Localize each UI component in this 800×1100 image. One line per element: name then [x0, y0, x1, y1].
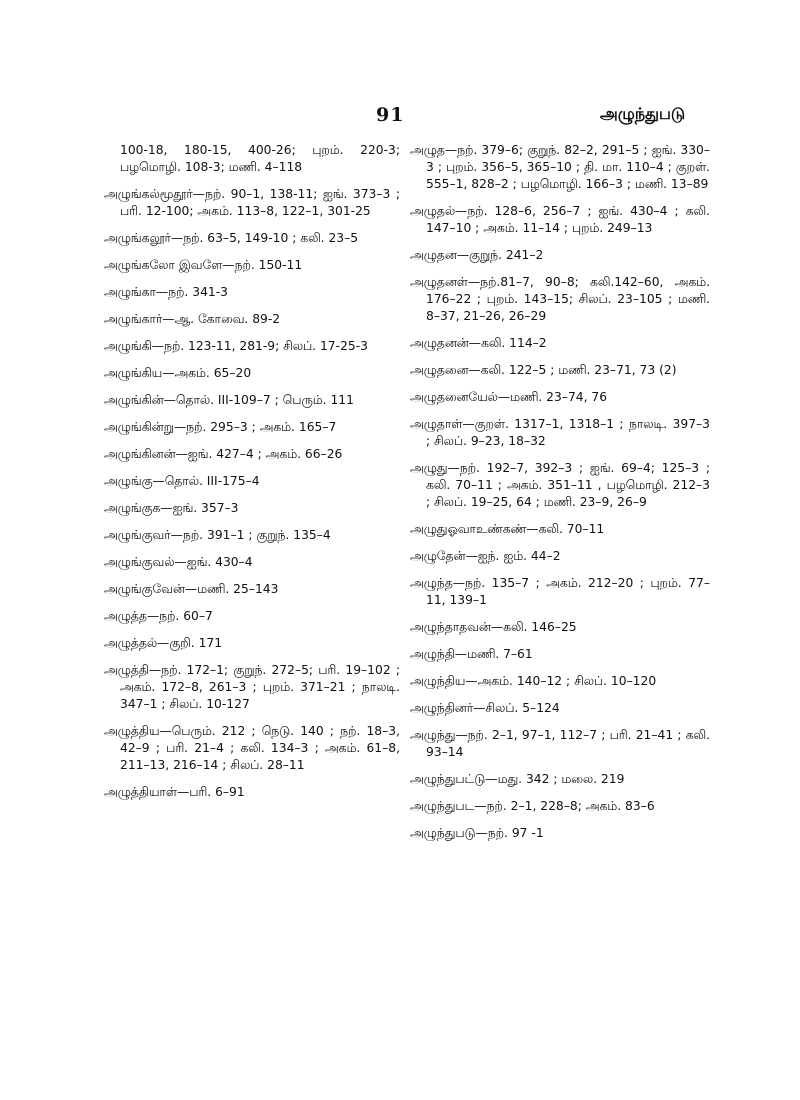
- index-entry: அழுத்தி—நற். 172–1; குறுந். 272–5; பரி. 19–102 ; அகம். 172–8, 261–3 ; புறம். 371–21 ; நாலடி. 347–1 ; சிலப். 10-127: [104, 663, 400, 711]
- left-column: [104, 142, 400, 811]
- index-entry: அழுந்தி—மணி. 7–61: [410, 647, 533, 661]
- index-entry: அழுதாள்—குறள். 1317–1, 1318–1 ; நாலடி. 397–3 ; சிலப். 9–23, 18–32: [410, 417, 710, 448]
- page-number: 91: [376, 104, 405, 126]
- index-entry: அழுங்கலோ இவளே—நற். 150-11: [104, 258, 303, 272]
- index-entry: அழுங்கினன்—ஐங். 427–4 ; அகம். 66–26: [104, 447, 343, 461]
- index-entry: அழுங்கு—தொல். III-175–4: [104, 474, 260, 488]
- index-entry: அழுந்தினர்—சிலப். 5–124: [410, 701, 560, 715]
- index-entry: அழுந்துபட்டு—மது. 342 ; மலை. 219: [410, 772, 625, 786]
- index-entry: அழுங்கலூர்—நற். 63–5, 149-10 ; கலி. 23–5: [104, 231, 359, 245]
- index-entry: அழுத்தல்—குறி. 171: [104, 636, 223, 650]
- index-entry: அழுதனன்—கலி. 114–2: [410, 336, 547, 350]
- index-entry: அழுத்த—நற். 60–7: [104, 609, 213, 623]
- index-entry: அழுத—நற். 379–6; குறுந். 82–2, 291–5 ; ஐங். 330–3 ; புறம். 356–5, 365–10 ; தி. மா. 110–4 ; குறள். 555–1, 828–2 ; பழமொழி. 166–3 ; மணி. 13–89: [410, 143, 710, 191]
- index-entry: அழுதன—குறுந். 241–2: [410, 248, 544, 262]
- index-entry: அழுதல்—நற். 128–6, 256–7 ; ஐங். 430–4 ; கலி. 147–10 ; அகம். 11–14 ; புறம். 249–13: [410, 204, 710, 235]
- index-entry: அழுங்கின்—தொல். III-109–7 ; பெரும். 111: [104, 393, 354, 407]
- index-entry: அழுந்திய—அகம். 140–12 ; சிலப். 10–120: [410, 674, 657, 688]
- index-entry: அழுங்குக—ஐங். 357–3: [104, 501, 239, 515]
- index-entry: அழுதனையேல்—மணி. 23–74, 76: [410, 390, 608, 404]
- index-entry: 100-18, 180-15, 400-26; புறம். 220-3; பழமொழி. 108-3; மணி. 4–118: [120, 143, 400, 174]
- index-entry: அழுங்குவேன்—மணி. 25–143: [104, 582, 279, 596]
- right-column: [410, 142, 710, 852]
- index-entry: அழுதுஓவாஉண்கண்—கலி. 70–11: [410, 522, 605, 536]
- index-entry: அழுத்தியாள்—பரி. 6–91: [104, 785, 245, 799]
- index-entry: அழுத்திய—பெரும். 212 ; நெடு. 140 ; நற். 18–3, 42–9 ; பரி. 21–4 ; கலி. 134–3 ; அகம். 61–8, 211–13, 216–14 ; சிலப். 28–11: [104, 724, 400, 772]
- running-head: அழுந்துபடு: [600, 104, 686, 123]
- index-entry: அழுங்கா—நற். 341-3: [104, 285, 228, 299]
- index-entry: அழுந்துபடு—நற். 97 -1: [410, 826, 544, 840]
- index-entry: அழுங்கல்மூதூர்—நற். 90–1, 138-11; ஐங். 373–3 ; பரி. 12-100; அகம். 113–8, 122–1, 301-25: [104, 187, 400, 218]
- index-entry: அழுதேன்—ஐந். ஐம். 44–2: [410, 549, 561, 563]
- index-entry: அழுது—நற். 192–7, 392–3 ; ஐங். 69–4; 125–3 ; கலி. 70–11 ; அகம். 351–11 , பழமொழி. 212–3 ; சிலப். 19–25, 64 ; மணி. 23–9, 26–9: [410, 461, 710, 509]
- index-entry: அழுங்கார்—ஆ. கோவை. 89-2: [104, 312, 281, 326]
- index-entry: அழுந்த—நற். 135–7 ; அகம். 212–20 ; புறம். 77–11, 139–1: [410, 576, 710, 607]
- index-entry: அழுங்குவல்—ஐங். 430–4: [104, 555, 253, 569]
- index-entry: அழுங்கி—நற். 123-11, 281-9; சிலப். 17-25-3: [104, 339, 368, 353]
- index-entry: அழுதனள்—நற்.81–7, 90–8; கலி.142–60, அகம். 176–22 ; புறம். 143–15; சிலப். 23–105 ; மணி. 8–37, 21–26, 26–29: [410, 275, 710, 323]
- index-entry: அழுங்கிய—அகம். 65–20: [104, 366, 252, 380]
- index-entry: அழுந்தாதவன்—கலி. 146–25: [410, 620, 577, 634]
- index-entry: அழுங்கின்று—நற். 295–3 ; அகம். 165–7: [104, 420, 337, 434]
- index-entry: அழுந்துபட—நற். 2–1, 228–8; அகம். 83–6: [410, 799, 655, 813]
- index-entry: அழுங்குவர்—நற். 391–1 ; குறுந். 135–4: [104, 528, 331, 542]
- index-entry: அழுந்து—நற். 2–1, 97–1, 112–7 ; பரி. 21–41 ; கலி. 93–14: [410, 728, 710, 759]
- index-entry: அழுதனை—கலி. 122–5 ; மணி. 23–71, 73 (2): [410, 363, 677, 377]
